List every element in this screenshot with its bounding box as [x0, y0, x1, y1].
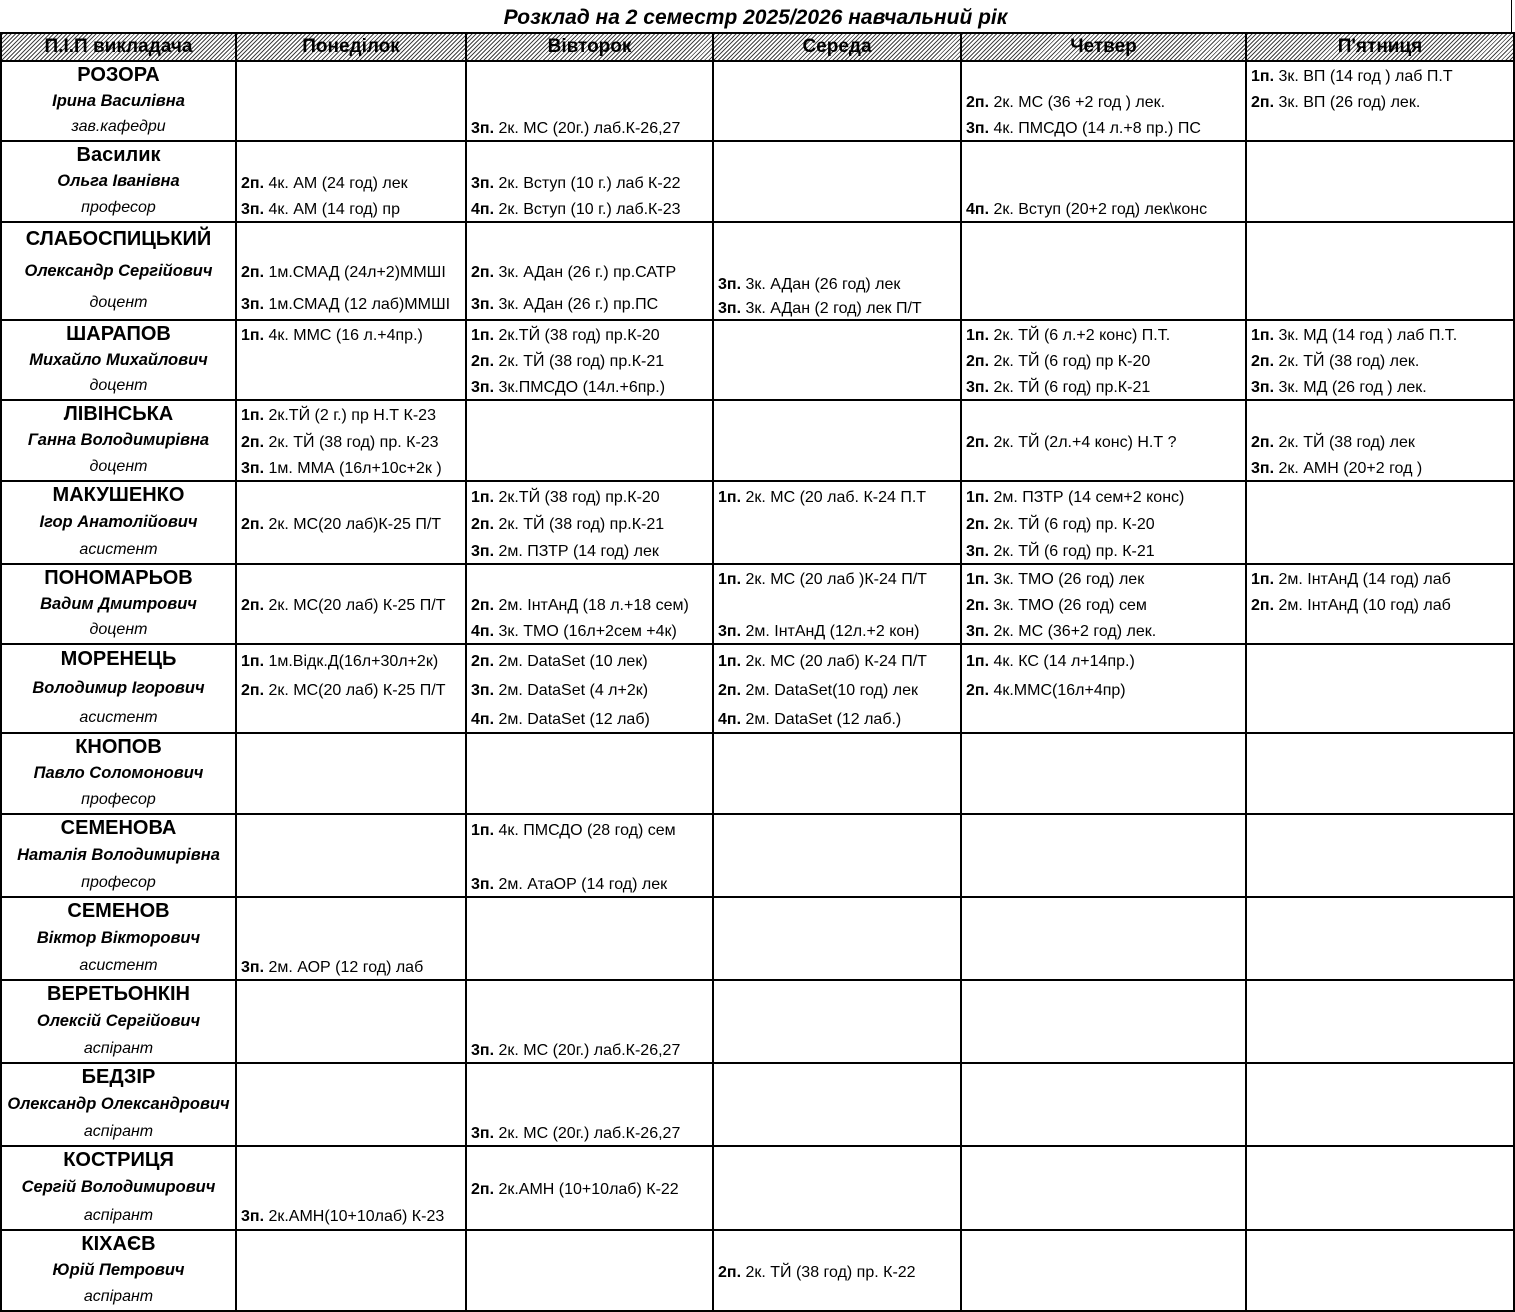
header-wednesday: Середа	[713, 33, 961, 61]
schedule-cell-friday	[1246, 222, 1514, 320]
teacher-given-name: Олександр Олександрович	[7, 1095, 230, 1113]
teacher-given-name: Ігор Анатолійович	[39, 513, 198, 531]
header-teacher: П.І.П викладача	[1, 33, 236, 61]
schedule-cell-tuesday	[466, 141, 713, 222]
schedule-cell-wednesday	[713, 897, 961, 980]
teacher-given-name: Михайло Михайлович	[29, 351, 208, 369]
class-entry: 2п. 2к. ТЙ (38 год) пр.К-21	[471, 515, 665, 533]
class-entry: 2п. 2к. ТЙ (38 год) пр. К-23	[241, 433, 439, 451]
class-entry: 2п. 3к. ТМО (26 год) сем	[966, 597, 1147, 614]
class-entry: 2п. 2к. ТЙ (38 год) лек	[1251, 433, 1415, 451]
schedule-cell-tuesday	[466, 733, 713, 814]
schedule-cell-wednesday	[713, 400, 961, 481]
schedule-cell-monday	[236, 1146, 466, 1230]
class-entry: 2п. 2к.АМН (10+10лаб) К-22	[471, 1181, 679, 1198]
schedule-cell-wednesday	[713, 564, 961, 644]
schedule-cell-monday	[236, 61, 466, 141]
teacher-given-name: Ольга Іванівна	[57, 172, 180, 191]
class-entry: 3п. 2к. МС (36+2 год) лек.	[966, 623, 1157, 640]
schedule-cell-friday	[1246, 400, 1514, 481]
schedule-cell-tuesday	[466, 1063, 713, 1146]
teacher-position: доцент	[89, 457, 148, 475]
class-entry: 3п. 4к. ПМСДО (14 л.+8 пр.) ПС	[966, 120, 1201, 137]
table-row	[1, 1146, 1514, 1230]
schedule-cell-monday	[236, 320, 466, 400]
teacher-surname: МОРЕНЕЦЬ	[60, 648, 177, 670]
class-entry: 3п. 2м. АОР (12 год) лаб	[241, 958, 424, 976]
teacher-cell	[1, 400, 236, 481]
teacher-cell	[1, 481, 236, 564]
class-entry: 3п. 2к. МС (20г.) лаб.К-26,27	[471, 120, 681, 137]
schedule-cell-friday	[1246, 141, 1514, 222]
schedule-cell-friday	[1246, 481, 1514, 564]
teacher-surname: ШАРАПОВ	[66, 323, 171, 345]
class-entry: 1п. 2к. МС (20 лаб )К-24 П/Т	[718, 571, 927, 588]
teacher-surname: КНОПОВ	[75, 736, 162, 758]
schedule-cell-monday	[236, 481, 466, 564]
class-entry: 1п. 1м.Відк.Д(16л+30л+2к)	[241, 652, 439, 670]
schedule-cell-wednesday	[713, 141, 961, 222]
schedule-cell-friday	[1246, 1146, 1514, 1230]
schedule-cell-thursday	[961, 980, 1246, 1063]
table-row	[1, 141, 1514, 222]
class-entry: 3п. 1м. ММА (16л+10с+2к )	[241, 459, 442, 477]
table-row	[1, 980, 1514, 1063]
teacher-cell	[1, 814, 236, 897]
schedule-cell-thursday	[961, 733, 1246, 814]
schedule-cell-thursday	[961, 1146, 1246, 1230]
teacher-cell	[1, 980, 236, 1063]
schedule-cell-thursday	[961, 222, 1246, 320]
schedule-cell-monday	[236, 1063, 466, 1146]
teacher-position: асистент	[79, 541, 158, 558]
schedule-cell-tuesday	[466, 1230, 713, 1311]
table-row	[1, 222, 1514, 320]
schedule-cell-friday	[1246, 1063, 1514, 1146]
class-entry: 4п. 2к. Вступ (10 г.) лаб.К-23	[471, 200, 681, 218]
schedule-body	[1, 61, 1514, 1311]
class-entry: 2п. 2к. МС (36 +2 год ) лек.	[966, 94, 1166, 111]
class-entry: 2п. 2к. ТЙ (38 год) пр.К-21	[471, 353, 665, 370]
table-row	[1, 481, 1514, 564]
teacher-cell	[1, 564, 236, 644]
schedule-cell-monday	[236, 897, 466, 980]
class-entry: 4п. 2м. DataSet (12 лаб.)	[718, 710, 902, 728]
schedule-cell-thursday	[961, 481, 1246, 564]
teacher-given-name: Ірина Василівна	[52, 92, 185, 110]
teacher-cell	[1, 320, 236, 400]
schedule-cell-wednesday	[713, 1063, 961, 1146]
teacher-cell	[1, 61, 236, 141]
class-entry: 3п. 2м. DataSet (4 л+2к)	[471, 681, 649, 699]
schedule-cell-friday	[1246, 320, 1514, 400]
schedule-cell-monday	[236, 644, 466, 733]
class-entry: 3п. 3к. АДан (26 год) лек	[718, 276, 901, 293]
table-row	[1, 1230, 1514, 1311]
class-entry: 2п. 2к. ТЙ (38 год) пр. К-22	[718, 1263, 916, 1281]
class-entry: 1п. 2м. ІнтАнД (14 год) лаб	[1251, 571, 1451, 588]
class-entry: 3п. 2м. ПЗТР (14 год) лек	[471, 542, 659, 560]
schedule-cell-wednesday	[713, 644, 961, 733]
teacher-cell	[1, 1146, 236, 1230]
schedule-cell-wednesday	[713, 61, 961, 141]
teacher-cell	[1, 222, 236, 320]
teacher-given-name: Олександр Сергійович	[24, 262, 213, 280]
schedule-cell-wednesday	[713, 1230, 961, 1311]
teacher-position: аспірант	[83, 1287, 154, 1305]
teacher-cell	[1, 141, 236, 222]
teacher-position: професор	[81, 874, 156, 891]
class-entry: 3п. 1м.СМАД (12 лаб)ММШІ	[241, 296, 451, 313]
teacher-given-name: Наталія Володимирівна	[17, 846, 220, 864]
class-entry: 3п. 2к.АМН(10+10лаб) К-23	[241, 1208, 445, 1226]
table-row	[1, 814, 1514, 897]
class-entry: 1п. 2к. ТЙ (6 л.+2 конс) П.Т.	[966, 327, 1171, 344]
teacher-position: аспірант	[83, 1123, 154, 1140]
class-entry: 3п. 2к. Вступ (10 г.) лаб К-22	[471, 174, 681, 192]
class-entry: 1п. 3к. ТМО (26 год) лек	[966, 571, 1145, 588]
schedule-cell-tuesday	[466, 644, 713, 733]
teacher-surname: РОЗОРА	[77, 64, 160, 86]
teacher-cell	[1, 1063, 236, 1146]
teacher-given-name: Павло Соломонович	[33, 764, 204, 783]
class-entry: 3п. 2к. МС (20г.) лаб.К-26,27	[471, 1041, 681, 1059]
schedule-cell-monday	[236, 733, 466, 814]
class-entry: 2п. 2м. DataSet(10 год) лек	[718, 681, 919, 699]
schedule-cell-tuesday	[466, 61, 713, 141]
table-row	[1, 897, 1514, 980]
teacher-position: аспірант	[83, 1040, 154, 1057]
header-friday: П'ятниця	[1246, 33, 1514, 61]
schedule-cell-thursday	[961, 61, 1246, 141]
header-thursday: Четвер	[961, 33, 1246, 61]
class-entry: 3п. 2м. ІнтАнД (12л.+2 кон)	[718, 623, 920, 640]
teacher-given-name: Олексій Сергійович	[36, 1012, 201, 1030]
schedule-cell-thursday	[961, 320, 1246, 400]
schedule-cell-tuesday	[466, 814, 713, 897]
teacher-cell	[1, 1230, 236, 1311]
teacher-surname: КОСТРИЦЯ	[63, 1149, 174, 1171]
schedule-cell-friday	[1246, 980, 1514, 1063]
schedule-cell-friday	[1246, 1230, 1514, 1311]
class-entry: 2п. 4к.ММС(16л+4пр)	[966, 681, 1126, 699]
schedule-cell-wednesday	[713, 481, 961, 564]
class-entry: 3п. 3к. АДан (2 год) лек П/Т	[718, 300, 922, 317]
schedule-cell-monday	[236, 222, 466, 320]
schedule-cell-tuesday	[466, 222, 713, 320]
class-entry: 4п. 2м. DataSet (12 лаб)	[471, 710, 650, 728]
schedule-cell-thursday	[961, 644, 1246, 733]
schedule-cell-wednesday	[713, 320, 961, 400]
teacher-position: доцент	[89, 294, 148, 311]
class-entry: 2п. 1м.СМАД (24л+2)ММШІ	[241, 264, 446, 281]
teacher-position: доцент	[89, 377, 148, 394]
table-row	[1, 644, 1514, 733]
teacher-given-name: Віктор Вікторович	[36, 929, 201, 947]
teacher-cell	[1, 733, 236, 814]
class-entry: 1п. 4к. ММС (16 л.+4пр.)	[241, 327, 423, 344]
teacher-position: професор	[81, 790, 156, 808]
schedule-cell-friday	[1246, 644, 1514, 733]
class-entry: 2п. 2м. DataSet (10 лек)	[471, 652, 648, 670]
schedule-cell-thursday	[961, 141, 1246, 222]
class-entry: 2п. 2к. ТЙ (38 год) лек.	[1251, 353, 1420, 370]
schedule-cell-monday	[236, 564, 466, 644]
class-entry: 1п. 3к. МД (14 год ) лаб П.Т.	[1251, 327, 1458, 344]
schedule-cell-friday	[1246, 61, 1514, 141]
teacher-cell	[1, 644, 236, 733]
schedule-cell-thursday	[961, 564, 1246, 644]
teacher-given-name: Юрій Петрович	[52, 1261, 185, 1280]
teacher-surname: ПОНОМАРЬОВ	[44, 567, 193, 589]
schedule-cell-thursday	[961, 1063, 1246, 1146]
class-entry: 3п. 2к. МС (20г.) лаб.К-26,27	[471, 1124, 681, 1142]
header-monday: Понеділок	[236, 33, 466, 61]
teacher-position: аспірант	[83, 1206, 154, 1224]
class-entry: 3п. 3к.ПМСДО (14л.+6пр.)	[471, 379, 666, 396]
page-title: Розклад на 2 семестр 2025/2026 навчальний рік	[0, 0, 1512, 32]
teacher-cell	[1, 897, 236, 980]
teacher-position: доцент	[89, 621, 148, 638]
teacher-surname: Василик	[76, 144, 161, 166]
schedule-cell-wednesday	[713, 222, 961, 320]
teacher-surname: ЛІВІНСЬКА	[63, 403, 174, 425]
class-entry: 2п. 2к. ТЙ (2л.+4 конс) Н.Т ?	[966, 433, 1177, 451]
class-entry: 2п. 3к. АДан (26 г.) пр.САТР	[471, 264, 677, 281]
class-entry: 1п. 2к.ТЙ (2 г.) пр Н.Т К-23	[241, 407, 436, 425]
teacher-surname: СЕМЕНОВА	[60, 817, 177, 839]
schedule-cell-tuesday	[466, 1146, 713, 1230]
schedule-cell-friday	[1246, 897, 1514, 980]
schedule-cell-tuesday	[466, 320, 713, 400]
schedule-cell-tuesday	[466, 980, 713, 1063]
header-tuesday: Вівторок	[466, 33, 713, 61]
class-entry: 1п. 4к. КС (14 л+14пр.)	[966, 652, 1135, 670]
schedule-cell-monday	[236, 980, 466, 1063]
class-entry: 2п. 4к. АМ (24 год) лек	[241, 174, 408, 192]
schedule-cell-tuesday	[466, 481, 713, 564]
schedule-cell-wednesday	[713, 1146, 961, 1230]
schedule-cell-friday	[1246, 814, 1514, 897]
teacher-surname: КІХАЄВ	[81, 1233, 156, 1255]
teacher-surname: МАКУШЕНКО	[52, 484, 185, 506]
teacher-position: асистент	[79, 709, 158, 726]
class-entry: 1п. 3к. ВП (14 год ) лаб П.Т	[1251, 68, 1453, 85]
schedule-cell-tuesday	[466, 564, 713, 644]
class-entry: 3п. 2к. ТЙ (6 год) пр.К-21	[966, 379, 1151, 396]
schedule-cell-thursday	[961, 400, 1246, 481]
schedule-cell-thursday	[961, 1230, 1246, 1311]
schedule-cell-wednesday	[713, 814, 961, 897]
teacher-surname: СЕМЕНОВ	[67, 900, 170, 922]
class-entry: 2п. 2к. ТЙ (6 год) пр К-20	[966, 353, 1151, 370]
class-entry: 3п. 4к. АМ (14 год) пр	[241, 200, 400, 218]
class-entry: 3п. 2к. ТЙ (6 год) пр. К-21	[966, 542, 1155, 560]
table-row	[1, 564, 1514, 644]
class-entry: 1п. 2к.ТЙ (38 год) пр.К-20	[471, 327, 660, 344]
schedule-cell-tuesday	[466, 400, 713, 481]
class-entry: 1п. 2к. МС (20 лаб) К-24 П/Т	[718, 652, 927, 670]
schedule-cell-thursday	[961, 814, 1246, 897]
teacher-surname: СЛАБОСПИЦЬКИЙ	[25, 228, 212, 250]
class-entry: 3п. 3к. МД (26 год ) лек.	[1251, 379, 1427, 396]
class-entry: 2п. 2м. ІнтАнД (10 год) лаб	[1251, 597, 1451, 614]
teacher-position: зав.кафедри	[71, 118, 166, 135]
class-entry: 2п. 2к. МС(20 лаб)К-25 П/Т	[241, 515, 442, 533]
teacher-given-name: Сергій Володимирович	[21, 1178, 216, 1197]
table-row	[1, 320, 1514, 400]
class-entry: 3п. 3к. АДан (26 г.) пр.ПС	[471, 296, 659, 313]
class-entry: 1п. 2к. МС (20 лаб. К-24 П.Т	[718, 488, 927, 506]
schedule-cell-wednesday	[713, 733, 961, 814]
teacher-given-name: Вадим Дмитрович	[40, 595, 197, 613]
class-entry: 2п. 2к. ТЙ (6 год) пр. К-20	[966, 515, 1155, 533]
class-entry: 2п. 2к. МС(20 лаб) К-25 П/Т	[241, 597, 446, 614]
schedule-cell-thursday	[961, 897, 1246, 980]
schedule-cell-friday	[1246, 564, 1514, 644]
class-entry: 2п. 2к. МС(20 лаб) К-25 П/Т	[241, 681, 446, 699]
schedule-cell-monday	[236, 1230, 466, 1311]
schedule-cell-tuesday	[466, 897, 713, 980]
table-row	[1, 733, 1514, 814]
class-entry: 3п. 2м. АтаОР (14 год) лек	[471, 875, 668, 893]
schedule-cell-wednesday	[713, 980, 961, 1063]
teacher-surname: БЕДЗІР	[81, 1066, 156, 1088]
class-entry: 2п. 3к. ВП (26 год) лек.	[1251, 94, 1421, 111]
class-entry: 4п. 2к. Вступ (20+2 год) лек\конс	[966, 200, 1208, 218]
class-entry: 2п. 2м. ІнтАнД (18 л.+18 сем)	[471, 597, 689, 614]
schedule-cell-monday	[236, 400, 466, 481]
class-entry: 1п. 2м. ПЗТР (14 сем+2 конс)	[966, 488, 1185, 506]
teacher-given-name: Володимир Ігорович	[32, 679, 205, 697]
teacher-position: професор	[81, 198, 156, 216]
class-entry: 1п. 4к. ПМСДО (28 год) сем	[471, 821, 676, 839]
header-row	[1, 33, 1514, 61]
schedule-cell-monday	[236, 814, 466, 897]
schedule-cell-friday	[1246, 733, 1514, 814]
table-row	[1, 1063, 1514, 1146]
class-entry: 4п. 3к. ТМО (16л+2сем +4к)	[471, 623, 677, 640]
teacher-given-name: Ганна Володимирівна	[27, 431, 210, 450]
schedule-cell-monday	[236, 141, 466, 222]
class-entry: 1п. 2к.ТЙ (38 год) пр.К-20	[471, 488, 660, 506]
table-row	[1, 61, 1514, 141]
teacher-surname: ВЕРЕТЬОНКІН	[47, 983, 190, 1005]
schedule-table	[0, 32, 1515, 1312]
table-row	[1, 400, 1514, 481]
teacher-position: асистент	[79, 957, 158, 974]
class-entry: 3п. 2к. АМН (20+2 год )	[1251, 459, 1423, 477]
